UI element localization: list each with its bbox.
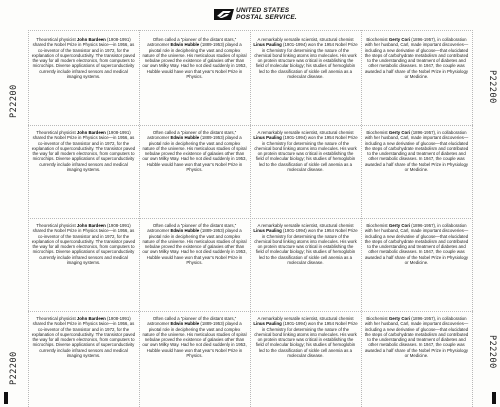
scientist-name: John Bardeen (76, 37, 106, 42)
perforation-line (28, 30, 473, 31)
stamp-text (139, 218, 250, 265)
stamp-description (28, 32, 139, 125)
scientist-name: Linus Pauling (253, 228, 282, 234)
eagle-logo-icon (214, 7, 234, 21)
stamp-description (361, 311, 472, 404)
plate-number-right-bottom: P22200 (487, 335, 497, 369)
stamp-text-lead: Biochemist (366, 316, 389, 321)
stamp-description (250, 32, 361, 125)
scientist-name: John Bardeen (76, 223, 106, 228)
stamp-text-body: (1889-1953) played a pivotal role in deciphering the vast and complex nature of the universe. His meticulous studies of spiral nebulae proved the existence of galaxies other than our own Milky Way. Had he not died suddenly in 1953, Hubble would have won that year’s Nobel Prize in Physics. (142, 228, 247, 265)
scientist-name: Linus Pauling (253, 42, 282, 48)
stamp-description (139, 218, 250, 311)
stamp-text (250, 218, 361, 265)
stamp-text-body: (1896-1957), in collaboration with her husband, Carl, made important discoveries—including a new derivative of glucose—that elucidated the steps of carbohydrate metabolism and contributed to the understanding and treatment of diabetes and other metabolic diseases. In 1947, the couple was awarded a half share of the Nobel Prize in Physiology or Medicine. (364, 316, 469, 358)
stamp-text (250, 311, 361, 358)
stamp-text (28, 311, 139, 358)
stamp-text-lead: Biochemist (366, 223, 389, 228)
stamp-text (250, 32, 361, 79)
stamp-text-body: (1889-1953) played a pivotal role in deciphering the vast and complex nature of the universe. His meticulous studies of spiral nebulae proved the existence of galaxies other than our own Milky Way. Had he not died suddenly in 1953, Hubble would have won that year’s Nobel Prize in Physics. (142, 135, 247, 172)
stamp-text (361, 311, 472, 358)
stamp-text-body: (1889-1953) played a pivotal role in deciphering the vast and complex nature of the universe. His meticulous studies of spiral nebulae proved the existence of galaxies other than our own Milky Way. Had he not died suddenly in 1953, Hubble would have won that year’s Nobel Prize in Physics. (142, 42, 247, 79)
scientist-name: Gerty Cori (388, 316, 411, 321)
stamp-text-body: (1896-1957), in collaboration with her husband, Carl, made important discoveries—including a new derivative of glucose—that elucidated the steps of carbohydrate metabolism and contributed to the understanding and treatment of diabetes and other metabolic diseases. In 1947, the couple was awarded a half share of the Nobel Prize in Physiology or Medicine. (364, 37, 469, 79)
stamp-text-body: (1908-1991) shared the Nobel Prize in Physics twice—in 1956, as co-inventor of the transistor and in 1972, for the explanation of superconductivity. The transistor paved the way for all modern electronics, from computers to microchips. Diverse applications of superconductivity currently include infrared sensors and medical imaging systems. (31, 223, 136, 265)
stamp-text (139, 32, 250, 79)
scientist-name: Edwin Hubble (170, 321, 200, 327)
stamp-text-lead: A remarkably versatile scientist, structural chemist (257, 316, 354, 321)
scientist-name: Edwin Hubble (170, 228, 200, 234)
stamp-text-lead: Theoretical physicist (36, 37, 77, 42)
stamp-text (361, 125, 472, 172)
stamp-description (250, 311, 361, 404)
stamp-description (361, 125, 472, 218)
scientist-name: Gerty Cori (388, 130, 411, 135)
stamp-text-body: (1889-1953) played a pivotal role in deciphering the vast and complex nature of the universe. His meticulous studies of spiral nebulae proved the existence of galaxies other than our own Milky Way. Had he not died suddenly in 1953, Hubble would have won that year’s Nobel Prize in Physics. (142, 321, 247, 358)
stamp-description (250, 218, 361, 311)
plate-number-left-top: P22200 (9, 84, 19, 118)
stamp-text-lead: Theoretical physicist (36, 223, 77, 228)
stamp-text-body: (1908-1991) shared the Nobel Prize in Physics twice—in 1956, as co-inventor of the transistor and in 1972, for the explanation of superconductivity. The transistor paved the way for all modern electronics, from computers to microchips. Diverse applications of superconductivity currently include infrared sensors and medical imaging systems. (31, 316, 136, 358)
header (0, 0, 500, 28)
stamp-text-lead: Theoretical physicist (36, 316, 77, 321)
stamp-text (139, 311, 250, 358)
stamp-text-body: (1901-1994) won the 1954 Nobel Prize in Chemistry for determining the nature of the chemical bond linking atoms into molecules. His work on protein structure was critical in establishing the field of molecular biology; his studies of hemoglobin led to the classification of sickle cell anemia as a molecular disease. (254, 135, 358, 172)
stamp-text-body: (1901-1994) won the 1954 Nobel Prize in Chemistry for determining the nature of the chemical bond linking atoms into molecules. His work on protein structure was critical in establishing the field of molecular biology; his studies of hemoglobin led to the classification of sickle cell anemia as a molecular disease. (254, 321, 358, 358)
stamp-text-lead: Biochemist (366, 37, 389, 42)
stamp-text (28, 218, 139, 265)
stamp-text-lead: Often called a “pioneer of the distant stars,” astronomer (147, 130, 237, 141)
stamp-text (28, 32, 139, 79)
stamp-description (28, 311, 139, 404)
stamp-description (361, 218, 472, 311)
scientist-name: Edwin Hubble (170, 42, 200, 48)
brand-line-2: POSTAL SERVICE. (236, 14, 297, 21)
stamp-description (28, 125, 139, 218)
plate-number-left-bottom: P22200 (9, 351, 19, 385)
plate-number-right-top: P22200 (487, 70, 497, 104)
stamp-text (361, 32, 472, 79)
stamp-text-lead: Biochemist (366, 130, 389, 135)
stamp-text-body: (1901-1994) won the 1954 Nobel Prize in Chemistry for determining the nature of the chemical bond linking atoms into molecules. His work on protein structure was critical in establishing the field of molecular biology; his studies of hemoglobin led to the classification of sickle cell anemia as a molecular disease. (254, 42, 358, 79)
stamp-text-body: (1908-1991) shared the Nobel Prize in Physics twice—in 1956, as co-inventor of the transistor and in 1972, for the explanation of superconductivity. The transistor paved the way for all modern electronics, from computers to microchips. Diverse applications of superconductivity currently include infrared sensors and medical imaging systems. (31, 37, 136, 79)
stamp-text-body: (1901-1994) won the 1954 Nobel Prize in Chemistry for determining the nature of the chemical bond linking atoms into molecules. His work on protein structure was critical in establishing the field of molecular biology; his studies of hemoglobin led to the classification of sickle cell anemia as a molecular disease. (254, 228, 358, 265)
registration-mark (492, 392, 496, 404)
stamp-text-body: (1908-1991) shared the Nobel Prize in Physics twice—in 1956, as co-inventor of the transistor and in 1972, for the explanation of superconductivity. The transistor paved the way for all modern electronics, from computers to microchips. Diverse applications of superconductivity currently include infrared sensors and medical imaging systems. (31, 130, 136, 172)
usps-wordmark (236, 7, 297, 21)
stamp-text (361, 218, 472, 265)
stamp-grid (28, 32, 473, 407)
stamp-text (28, 125, 139, 172)
stamp-text-body: (1896-1957), in collaboration with her husband, Carl, made important discoveries—including a new derivative of glucose—that elucidated the steps of carbohydrate metabolism and contributed to the understanding and treatment of diabetes and other metabolic diseases. In 1947, the couple was awarded a half share of the Nobel Prize in Physiology or Medicine. (364, 130, 469, 172)
scientist-name: Gerty Cori (388, 37, 411, 42)
stamp-text-lead: A remarkably versatile scientist, structural chemist (257, 223, 354, 228)
registration-mark (4, 392, 8, 404)
scientist-name: Gerty Cori (388, 223, 411, 228)
stamp-text-lead: Often called a “pioneer of the distant stars,” astronomer (147, 223, 237, 234)
stamp-text-body: (1896-1957), in collaboration with her husband, Carl, made important discoveries—including a new derivative of glucose—that elucidated the steps of carbohydrate metabolism and contributed to the understanding and treatment of diabetes and other metabolic diseases. In 1947, the couple was awarded a half share of the Nobel Prize in Physiology or Medicine. (364, 223, 469, 265)
scientist-name: John Bardeen (76, 130, 106, 135)
scientist-name: John Bardeen (76, 316, 106, 321)
stamp-description (250, 125, 361, 218)
stamp-description (139, 32, 250, 125)
stamp-description (361, 32, 472, 125)
stamp-description (28, 218, 139, 311)
brand-line-1: UNITED STATES (236, 7, 290, 14)
stamp-text (250, 125, 361, 172)
stamp-text-lead: Often called a “pioneer of the distant stars,” astronomer (147, 316, 237, 327)
stamp-description (139, 125, 250, 218)
stamp-text-lead: A remarkably versatile scientist, structural chemist (257, 37, 354, 42)
stamp-text-lead: Theoretical physicist (36, 130, 77, 135)
scientist-name: Linus Pauling (253, 135, 282, 141)
stamp-text-lead: Often called a “pioneer of the distant stars,” astronomer (147, 37, 237, 48)
stamp-description (139, 311, 250, 404)
stamp-text (139, 125, 250, 172)
stamp-text-lead: A remarkably versatile scientist, structural chemist (257, 130, 354, 135)
scientist-name: Linus Pauling (253, 321, 282, 327)
scientist-name: Edwin Hubble (170, 135, 200, 141)
